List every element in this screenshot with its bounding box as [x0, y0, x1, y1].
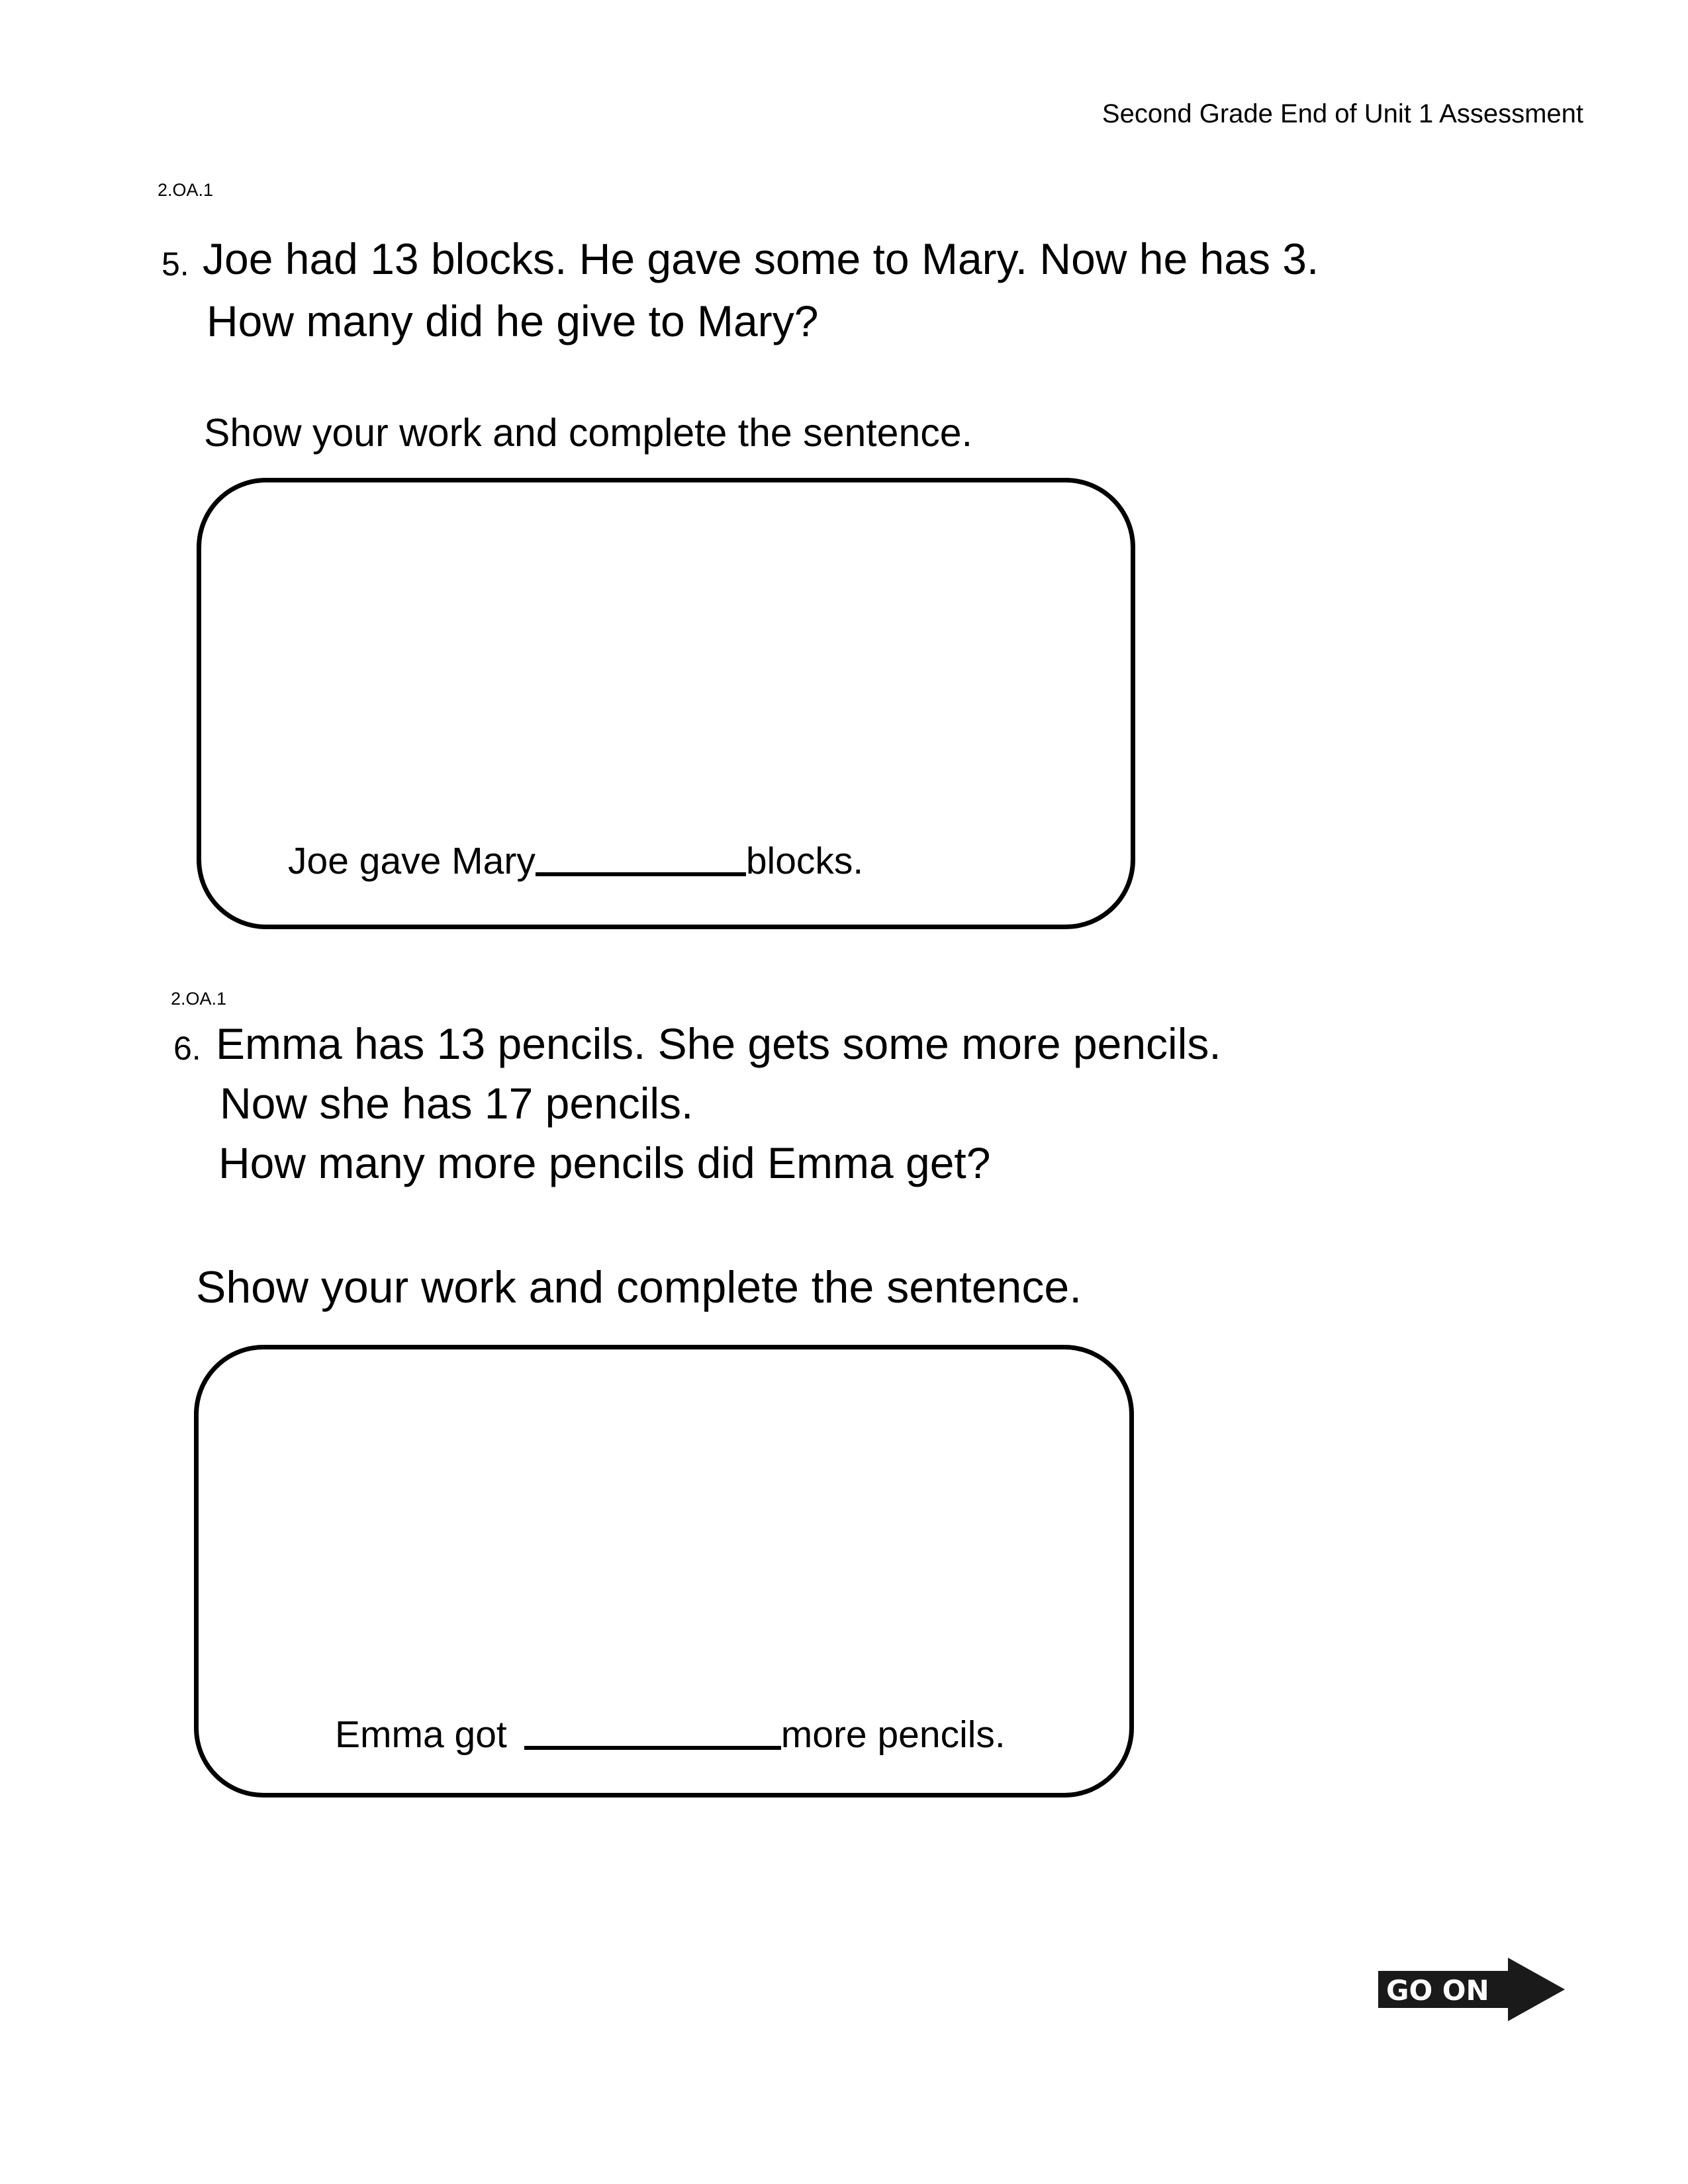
question-text-line: How many did he give to Mary?: [207, 296, 819, 345]
answer-sentence: [335, 1713, 1006, 1756]
sentence-prefix: Emma got: [335, 1713, 507, 1756]
go-on-arrow[interactable]: [1378, 1958, 1565, 2021]
question-text-line: Now she has 17 pencils.: [220, 1079, 694, 1128]
standard-code: 2.OA.1: [158, 180, 214, 200]
answer-sentence: [288, 839, 863, 883]
question-text-line: How many more pencils did Emma get?: [218, 1138, 991, 1187]
answer-blank[interactable]: [536, 872, 746, 876]
work-instruction: Show your work and complete the sentence.: [196, 1262, 1082, 1312]
assessment-title: Second Grade End of Unit 1 Assessment: [1102, 99, 1583, 128]
work-instruction: Show your work and complete the sentence.: [204, 411, 972, 455]
sentence-suffix: more pencils.: [780, 1713, 1006, 1756]
answer-blank[interactable]: [524, 1746, 781, 1750]
sentence-suffix: blocks.: [745, 840, 864, 882]
sentence-prefix: Joe gave Mary: [288, 840, 536, 882]
standard-code: 2.OA.1: [171, 989, 227, 1009]
question-text-line: Emma has 13 pencils. She gets some more pencils.: [216, 1019, 1221, 1068]
question-number: 6.: [173, 1030, 201, 1067]
go-on-label: GO ON: [1386, 1974, 1489, 2007]
question-text-line: Joe had 13 blocks. He gave some to Mary. Now he has 3.: [203, 234, 1319, 283]
question-number: 5.: [162, 246, 189, 283]
